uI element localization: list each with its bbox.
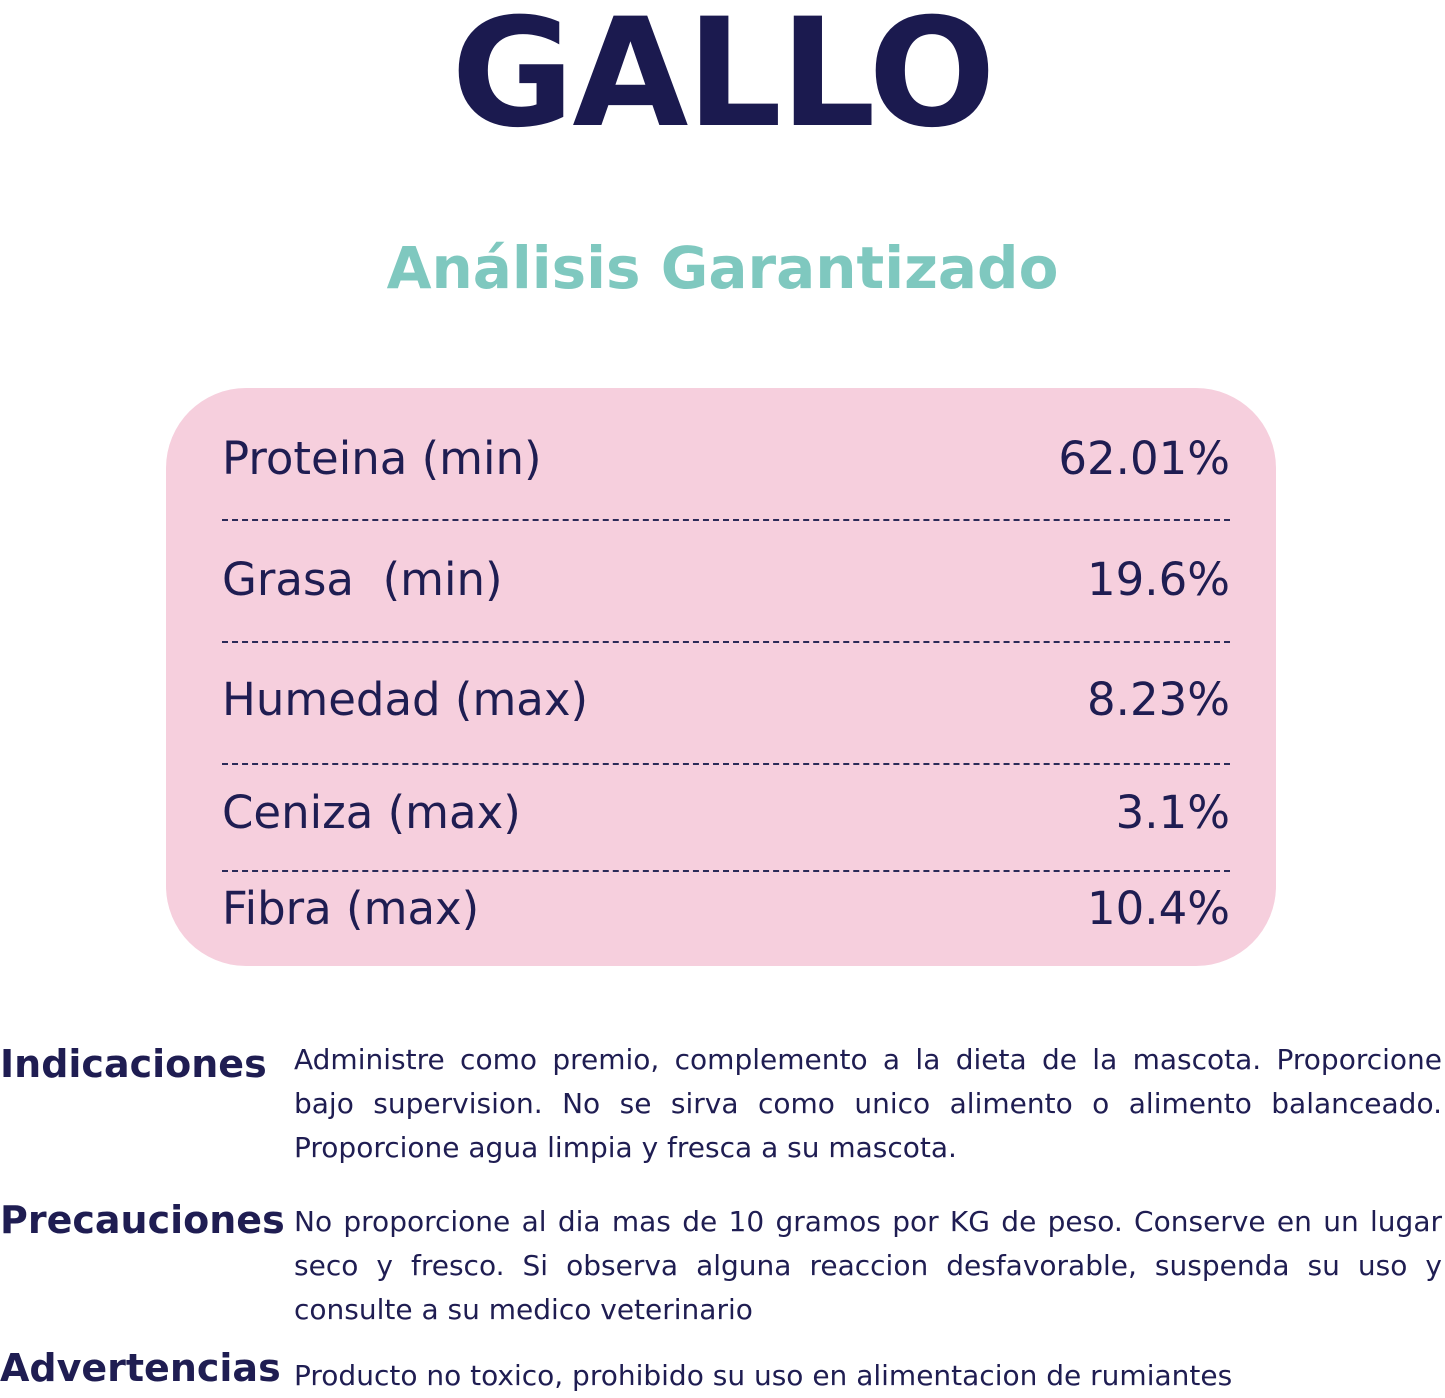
brand-title: GALLO [451,0,994,161]
analysis-row-ash [222,782,1230,842]
row-divider [222,641,1230,643]
section-title: Análisis Garantizado [386,234,1059,302]
analysis-panel [166,388,1276,966]
analysis-value: 3.1% [1115,785,1230,839]
analysis-row-fiber [222,878,1230,938]
analysis-label: Grasa (min) [222,552,503,606]
indicaciones-label: Indicaciones [0,1042,267,1086]
analysis-value: 8.23% [1087,672,1230,726]
advertencias-text: Producto no toxico, prohibido su uso en alimentacion de rumiantes [294,1359,1233,1392]
analysis-label: Proteina (min) [222,431,542,485]
analysis-label: Ceniza (max) [222,785,521,839]
analysis-row-moisture [222,669,1230,729]
analysis-value: 62.01% [1058,431,1230,485]
row-divider [222,763,1230,765]
precauciones-text: No proporcione al dia mas de 10 gramos por KG de peso. Conserve en un lugar seco y fresco. Si observa alguna reaccion desfavorable, suspenda su uso y consulte a su medico veterinario [294,1205,1442,1326]
analysis-row-protein [222,428,1230,488]
analysis-label: Humedad (max) [222,672,589,726]
precauciones-label: Precauciones [0,1198,285,1242]
analysis-label: Fibra (max) [222,881,480,935]
row-divider [222,870,1230,872]
analysis-value: 10.4% [1087,881,1230,935]
analysis-row-fat [222,549,1230,609]
row-divider [222,519,1230,521]
indicaciones-text: Administre como premio, complemento a la dieta de la mascota. Proporcione bajo supervision. No se sirva como unico alimento o alimento balanceado. Proporcione agua limpia y fresca a su mascota. [294,1043,1442,1164]
advertencias-label: Advertencias [0,1346,281,1390]
analysis-value: 19.6% [1087,552,1230,606]
